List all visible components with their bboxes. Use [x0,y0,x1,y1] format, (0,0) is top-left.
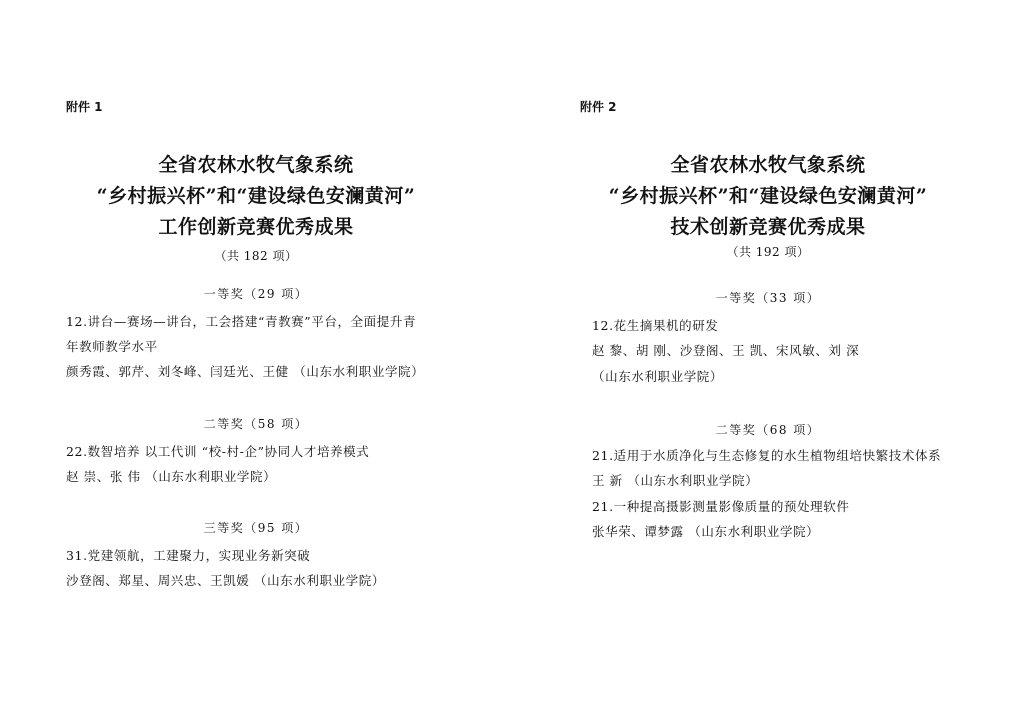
first-prize-heading: 一等奖（29 项） [203,287,309,301]
document-title-line-2: “乡村振兴杯”和“建设绿色安澜黄河” [608,185,928,207]
second-prize-entry-1-authors: 王 新 （山东水利职业学院） [592,473,759,488]
document-title-line-3: 工作创新竞赛优秀成果 [158,216,354,238]
third-prize-heading: 三等奖（95 项） [203,521,309,535]
second-prize-entry-2-authors: 张华荣、谭梦露 （山东水利职业学院） [592,524,820,539]
attachment-label: 附件 1 [66,100,103,114]
third-prize-entry-title: 31.党建领航，工建聚力，实现业务新突破 [66,548,311,563]
right-document-page [512,0,1024,724]
document-title-line-1: 全省农林水牧气象系统 [670,154,866,176]
first-prize-entry-title-line-2: 年教师教学水平 [66,339,158,354]
second-prize-entry-1-title: 21.适用于水质净化与生态修复的水生植物组培快繁技术体系 [592,448,942,463]
item-count: （共 192 项） [726,245,810,259]
second-prize-entry-2-title: 21.一种提高摄影测量影像质量的预处理软件 [592,499,850,514]
first-prize-entry-authors-line-1: 赵 黎、胡 刚、沙登阁、王 凯、宋风敏、刘 深 [592,343,860,358]
first-prize-entry-title-line-1: 12.讲台—赛场—讲台，工会搭建“青教赛”平台，全面提升青 [66,314,417,329]
first-prize-heading: 一等奖（33 项） [715,291,821,305]
document-title-line-2: “乡村振兴杯”和“建设绿色安澜黄河” [96,185,416,207]
third-prize-entry-authors: 沙登阁、郑星、周兴忠、王凯媛 （山东水利职业学院） [66,573,385,588]
first-prize-entry-title: 12.花生摘果机的研发 [592,318,719,333]
second-prize-entry-title: 22.数智培养 以工代训 “校-村-企”协同人才培养模式 [66,444,370,459]
second-prize-entry-authors: 赵 崇、张 伟 （山东水利职业学院） [66,469,277,484]
item-count: （共 182 项） [214,249,298,263]
first-prize-entry-authors-line-2: （山东水利职业学院） [592,369,724,384]
attachment-label: 附件 2 [580,100,617,114]
document-title-line-3: 技术创新竞赛优秀成果 [670,216,866,238]
second-prize-heading: 二等奖（58 项） [203,417,309,431]
first-prize-entry-authors: 颜秀霞、郭芹、刘冬峰、闫廷光、王健 （山东水利职业学院） [66,364,425,379]
document-title-line-1: 全省农林水牧气象系统 [158,154,354,176]
second-prize-heading: 二等奖（68 项） [715,423,821,437]
